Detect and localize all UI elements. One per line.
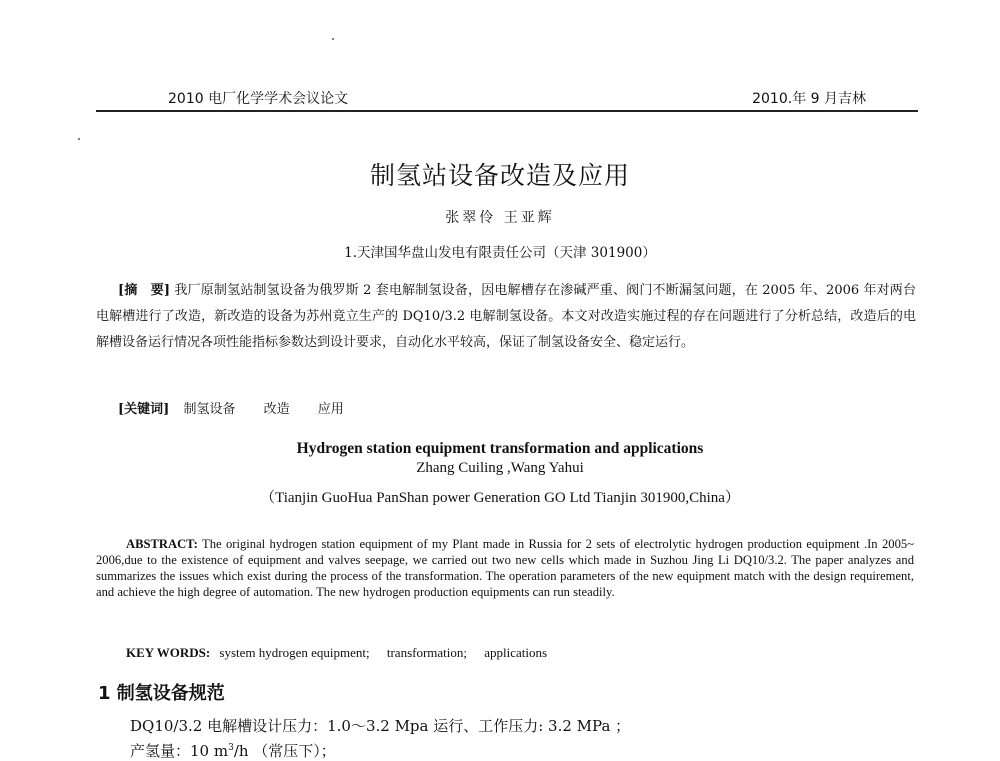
keyword-item: applications xyxy=(484,645,548,660)
spec-output-prefix: 产氢量：10 m xyxy=(130,742,229,760)
paper-authors-english: Zhang Cuiling ,Wang Yahui xyxy=(416,460,584,476)
paper-authors: 张翠伶 王亚辉 xyxy=(445,210,555,226)
keywords-english-label: KEY WORDS: xyxy=(126,645,211,660)
paper-affiliation-english: （Tianjin GuoHua PanShan power Generation GO Ltd Tianjin 301900,China） xyxy=(260,490,740,506)
paper-title-english: Hydrogen station equipment transformation and applications xyxy=(296,440,704,457)
scan-speck xyxy=(78,138,80,140)
scan-speck xyxy=(332,38,334,40)
paper-affiliation: 1.天津国华盘山发电有限责任公司（天津 301900） xyxy=(344,245,656,261)
paper-title: 制氢站设备改造及应用 xyxy=(369,161,630,190)
header-conference: 2010 电厂化学学术会议论文 xyxy=(168,91,349,107)
abstract-english-text: The original hydrogen station equipment of my Plant made in Russia for 2 sets of electrolytic hydrogen production equipment .In 2005~ 2006,due to the existence of equipment and valves seepage, we carried out two new cells which made in Suzhou Jing Li DQ10/3.2. The paper analyzes and summarizes the issues which exist during the process of the transformation. The operation parameters of the new equipment match with the design requirement, and achieve the high degree of automation. The new hydrogen production equipments can run steadily. xyxy=(96,537,914,599)
keywords-chinese-label: [关键词] xyxy=(118,402,170,417)
keywords-chinese xyxy=(118,398,368,417)
abstract-chinese-text: 我厂原制氢站制氢设备为俄罗斯 2 套电解制氢设备，因电解槽存在渗碱严重、阀门不断漏氢问题，在 2005 年、2006 年对两台电解槽进行了改造，新改造的设备为苏州竟立生产的 DQ10/3.2 电解制氢设备。本文对改造实施过程的存在问题进行了分析总结，改造后的电解槽设备运行情况各项性能指标参数达到设计要求，自动化水平较高，保证了制氢设备安全、稳定运行。 xyxy=(96,283,916,350)
abstract-chinese-label: [摘 要] xyxy=(118,283,171,298)
keyword-item: 改造 xyxy=(263,402,290,417)
keyword-item: 制氢设备 xyxy=(183,402,236,417)
abstract-chinese xyxy=(96,278,916,356)
running-header xyxy=(96,88,918,112)
superscript-3: 3 xyxy=(228,743,234,753)
header-date: 2010.年 9 月吉林 xyxy=(752,91,866,107)
section-heading: 1 制氢设备规范 xyxy=(98,683,225,704)
spec-line-output xyxy=(130,740,336,761)
keywords-english xyxy=(126,645,561,661)
abstract-english xyxy=(96,536,914,600)
spec-output-suffix: /h （常压下）； xyxy=(233,742,336,760)
keyword-item: system hydrogen equipment; xyxy=(219,645,370,660)
keyword-item: transformation; xyxy=(386,645,468,660)
keyword-item: 应用 xyxy=(317,402,344,417)
spec-line-pressure: DQ10/3.2 电解槽设计压力：1.0～3.2 Mpa 运行、工作压力: 3.2 MPa ； xyxy=(130,717,631,735)
abstract-english-label: ABSTRACT: xyxy=(126,537,198,551)
